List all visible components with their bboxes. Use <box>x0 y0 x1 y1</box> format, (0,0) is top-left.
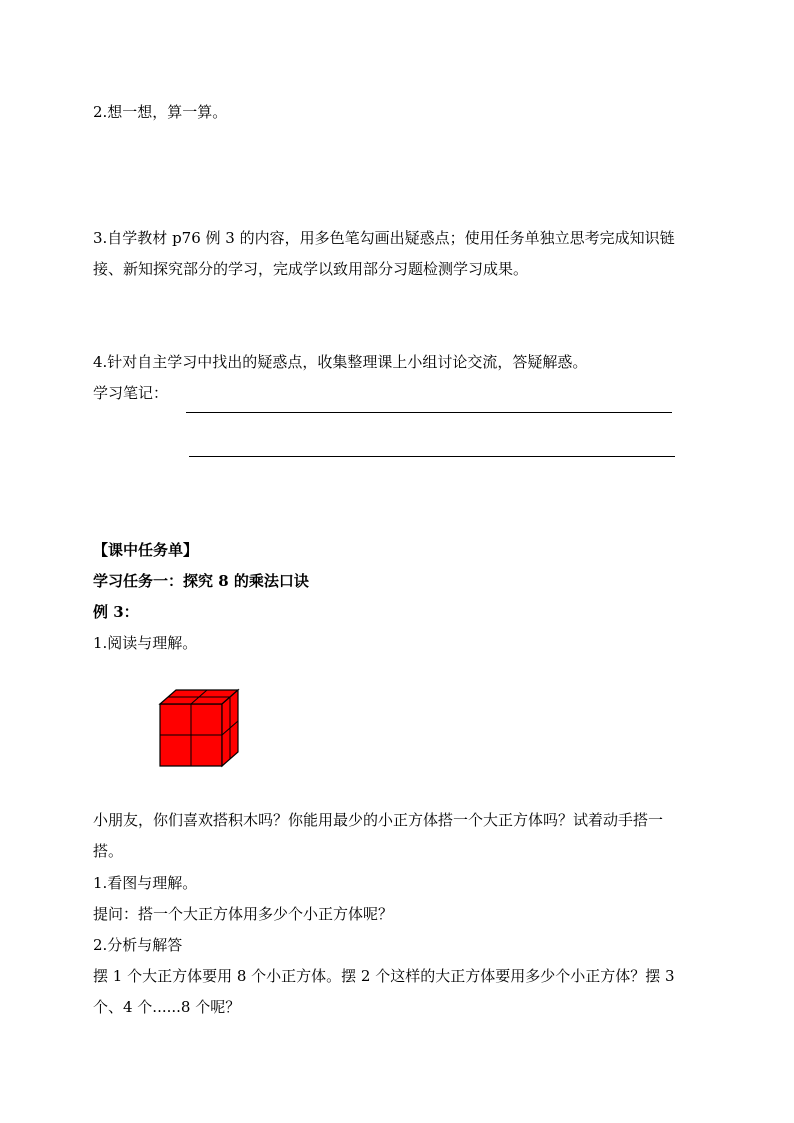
intro-line-2: 搭。 <box>93 842 124 860</box>
analyze-answer: 2.分析与解答 <box>93 936 183 954</box>
notes-line-2 <box>189 456 675 457</box>
item-2: 2.想一想，算一算。 <box>93 103 228 121</box>
read-understand: 1.阅读与理解。 <box>93 634 198 652</box>
analysis-line-1: 摆 1 个大正方体要用 8 个小正方体。摆 2 个这样的大正方体要用多少个小正方体？摆 3 <box>93 967 675 985</box>
notes-line-1 <box>186 412 672 413</box>
analysis-line-2: 个、4 个......8 个呢？ <box>93 998 241 1016</box>
section-heading: 【课中任务单】 <box>93 541 199 559</box>
example-label: 例 3： <box>93 603 139 621</box>
item-4: 4.针对自主学习中找出的疑惑点，收集整理课上小组讨论交流，答疑解惑。 <box>93 353 588 371</box>
notes-label: 学习笔记： <box>93 384 169 402</box>
look-understand: 1.看图与理解。 <box>93 874 198 892</box>
intro-line-1: 小朋友，你们喜欢搭积木吗？你能用最少的小正方体搭一个大正方体吗？试着动手搭一 <box>93 811 664 829</box>
question: 提问：搭一个大正方体用多少个小正方体呢？ <box>93 905 394 923</box>
item-3-line-2: 接、新知探究部分的学习，完成学以致用部分习题检测学习成果。 <box>93 260 529 278</box>
task-1-title: 学习任务一：探究 8 的乘法口诀 <box>93 572 309 590</box>
item-3-line-1: 3.自学教材 p76 例 3 的内容，用多色笔勾画出疑惑点；使用任务单独立思考完成知识链 <box>93 229 675 247</box>
cube-illustration <box>158 688 240 768</box>
